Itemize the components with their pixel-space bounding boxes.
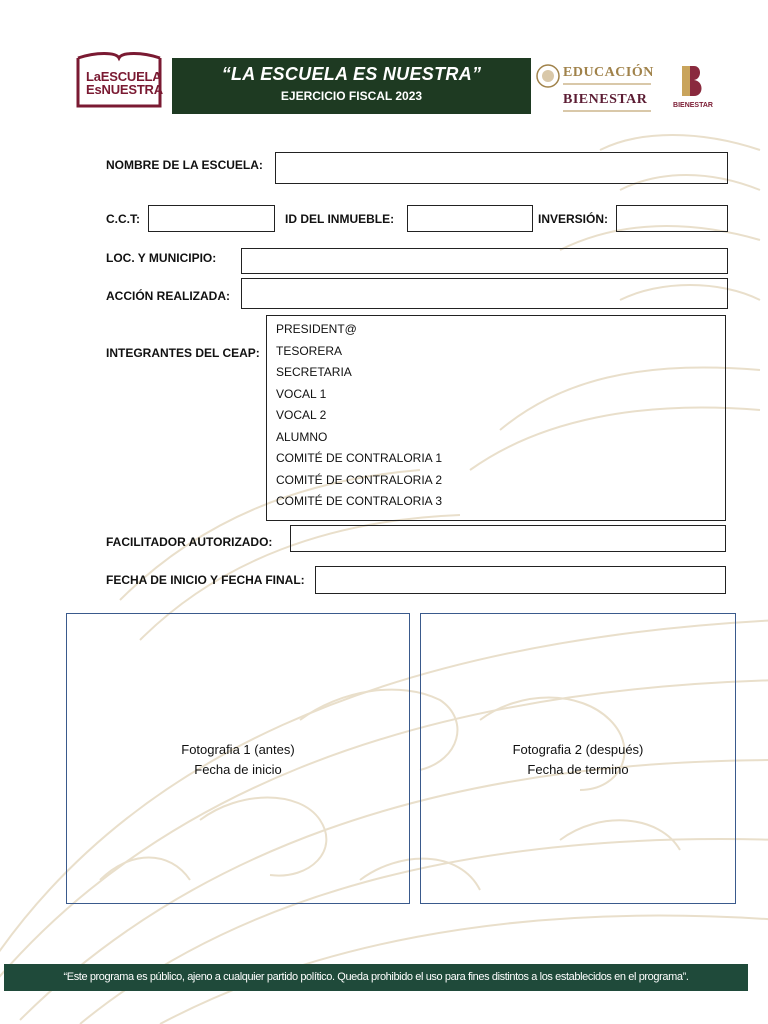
educacion-bienestar-logo (536, 60, 656, 116)
logo-line-1: LaESCUELA (86, 69, 162, 84)
bienestar-b-icon (678, 64, 706, 98)
photo-after-box[interactable] (420, 613, 736, 904)
ceap-member: COMITÉ DE CONTRALORIA 2 (276, 472, 443, 487)
bienestar-small-word: BIENESTAR (673, 102, 713, 109)
photo-after-title: Fotografia 2 (después) (512, 742, 644, 757)
cct-field[interactable] (148, 205, 275, 232)
la-escuela-es-nuestra-logo (76, 52, 166, 110)
ceap-member: VOCAL 1 (276, 386, 327, 401)
location-label: LOC. Y MUNICIPIO: (106, 251, 217, 265)
photo-before-caption (67, 740, 409, 780)
building-id-label: ID DEL INMUEBLE: (285, 212, 395, 226)
logo-divider (563, 110, 651, 112)
dates-field[interactable] (315, 566, 726, 594)
investment-field[interactable] (616, 205, 728, 232)
ceap-member: TESORERA (276, 343, 343, 358)
facilitator-field[interactable] (290, 525, 726, 552)
action-label: ACCIÓN REALIZADA: (106, 289, 230, 303)
investment-label: INVERSIÓN: (538, 212, 609, 226)
dates-label: FECHA DE INICIO Y FECHA FINAL: (106, 573, 305, 587)
educacion-word: EDUCACIÓN (563, 65, 654, 80)
school-name-label: NOMBRE DE LA ESCUELA: (106, 158, 263, 172)
ceap-members-box[interactable] (266, 315, 726, 521)
bienestar-word: BIENESTAR (563, 92, 648, 107)
photo-before-date-label: Fecha de inicio (194, 762, 282, 777)
fiscal-year: EJERCICIO FISCAL 2023 (280, 89, 423, 103)
action-field[interactable] (241, 278, 728, 309)
ceap-member: ALUMNO (276, 429, 328, 444)
ceap-member: COMITÉ DE CONTRALORIA 1 (276, 451, 443, 465)
program-title: “LA ESCUELA ES NUESTRA” (221, 64, 482, 84)
ceap-label: INTEGRANTES DEL CEAP: (106, 346, 260, 360)
logo-line-2: EsNUESTRA (86, 82, 163, 97)
building-id-field[interactable] (407, 205, 533, 232)
program-title-banner (172, 58, 531, 114)
location-field[interactable] (241, 248, 728, 274)
logo-divider (563, 83, 651, 85)
photo-after-date-label: Fecha de termino (527, 762, 629, 777)
facilitator-label: FACILITADOR AUTORIZADO: (106, 535, 273, 549)
ceap-member: COMITÉ DE CONTRALORIA 3 (276, 494, 443, 508)
legal-disclaimer-footer: “Este programa es público, ajeno a cualquier partido político. Queda prohibido el uso para fines distintos a los establecidos en el programa”. (4, 964, 748, 991)
ceap-member: PRESIDENT@ (276, 322, 357, 336)
photo-before-title: Fotografia 1 (antes) (181, 742, 295, 757)
photo-after-caption (421, 740, 735, 780)
ceap-member: SECRETARIA (276, 365, 352, 379)
photo-before-box[interactable] (66, 613, 410, 904)
cct-label: C.C.T: (106, 212, 140, 226)
national-seal-icon (536, 64, 560, 88)
ceap-member: VOCAL 2 (276, 408, 327, 422)
school-name-field[interactable] (275, 152, 728, 184)
bienestar-logo (664, 64, 722, 114)
